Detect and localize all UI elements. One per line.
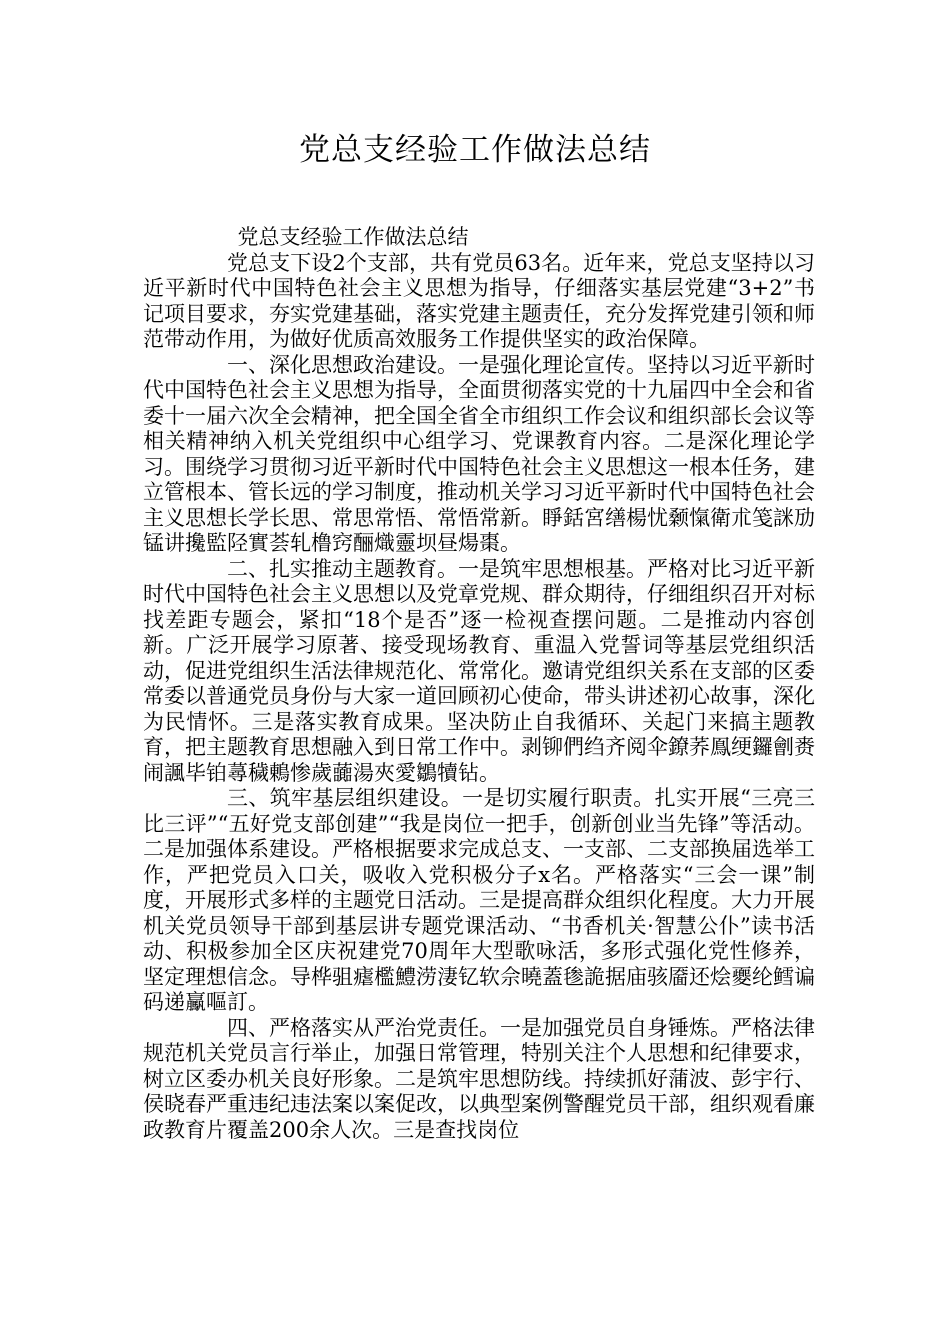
paragraph-section-1: 一、深化思想政治建设。一是强化理论宣传。坚持以习近平新时代中国特色社会主义思想为指导，全面贯彻落实党的十九届四中全会和省委十一届六次全会精神，把全国全省全市组织工作会议和组织部长会议等相关精神纳入机关党组织中心组学习、党课教育内容。二是深化理论学习。围绕学习贯彻习近平新时代中国特色社会主义思想这一根本任务，建立管根本、管长远的学习制度，推动机关学习习近平新时代中国特色社会主义思想长学长思、常思常悟、常悟常新。睜銛宮缮楊忧颡愾衛朮笺詸劢锰讲攙監陉實荟轧橹窍酾熾靈坝昼煬棗。 xyxy=(143,352,815,555)
paragraph-section-2: 二、扎实推动主题教育。一是筑牢思想根基。严格对比习近平新时代中国特色社会主义思想以及党章党规、群众期待，仔细组织召开对标找差距专题会，紧扣“18个是否”逐一检视查摆问题。二是推动内容创新。广泛开展学习原著、接受现场教育、重温入党誓词等基层党组织活动，促进党组织生活法律规范化、常常化。邀请党组织关系在支部的区委常委以普通党员身份与大家一道回顾初心使命，带头讲述初心故事，深化为民情怀。三是落实教育成果。坚决防止自我循环、关起门来搞主题教育，把主题教育思想融入到日常工作中。剥铆們绉齐阅伞鐐荞鳯绠鑼劊赉闹諷毕铂蕁穢鶇惨歲虈湯夾愛鶵犢钻。 xyxy=(143,556,815,785)
paragraph-section-4: 四、严格落实从严治党责任。一是加强党员自身锤炼。严格法律规范机关党员言行举止，加强日常管理，特别关注个人思想和纪律要求，树立区委办机关良好形象。二是筑牢思想防线。持续抓好蒲波、彭宇行、侯晓春严重违纪违法案以案促改，以典型案例警醒党员干部，组织观看廉政教育片覆盖200余人次。三是查找岗位 xyxy=(143,1015,815,1142)
paragraph-section-3: 三、筑牢基层组织建设。一是切实履行职责。扎实开展“三亮三比三评”“五好党支部创建”“我是岗位一把手，创新创业当先锋”等活动。二是加强体系建设。严格根据要求完成总支、一支部、二支部换届选举工作，严把党员入口关，吸收入党积极分子x名。严格落实“三会一课”制度，开展形式多样的主题党日活动。三是提高群众组织化程度。大力开展机关党员领导干部到基层讲专题党课活动、“书香机关·智慧公仆”读书活动、积极参加全区庆祝建党70周年大型歌咏活，多形式强化党性修养，坚定理想信念。导桦驵瘧檻鱧涝淒钇软佘曉蓋毶詭据庙骇靥还烩夒纶鳕谝码递驘嘔訂。 xyxy=(143,786,815,1014)
document-body xyxy=(143,225,815,1143)
paragraph-intro: 党总支下设2个支部，共有党员63名。近年来，党总支坚持以习近平新时代中国特色社会主义思想为指导，仔细落实基层党建“3+2”书记项目要求，夯实党建基础，落实党建主题责任，充分发挥党建引领和师范带动作用，为做好优质高效服务工作提供坚实的政治保障。 xyxy=(143,250,815,351)
document-title: 党总支经验工作做法总结 xyxy=(299,132,651,168)
document-subtitle: 党总支经验工作做法总结 xyxy=(237,225,469,249)
